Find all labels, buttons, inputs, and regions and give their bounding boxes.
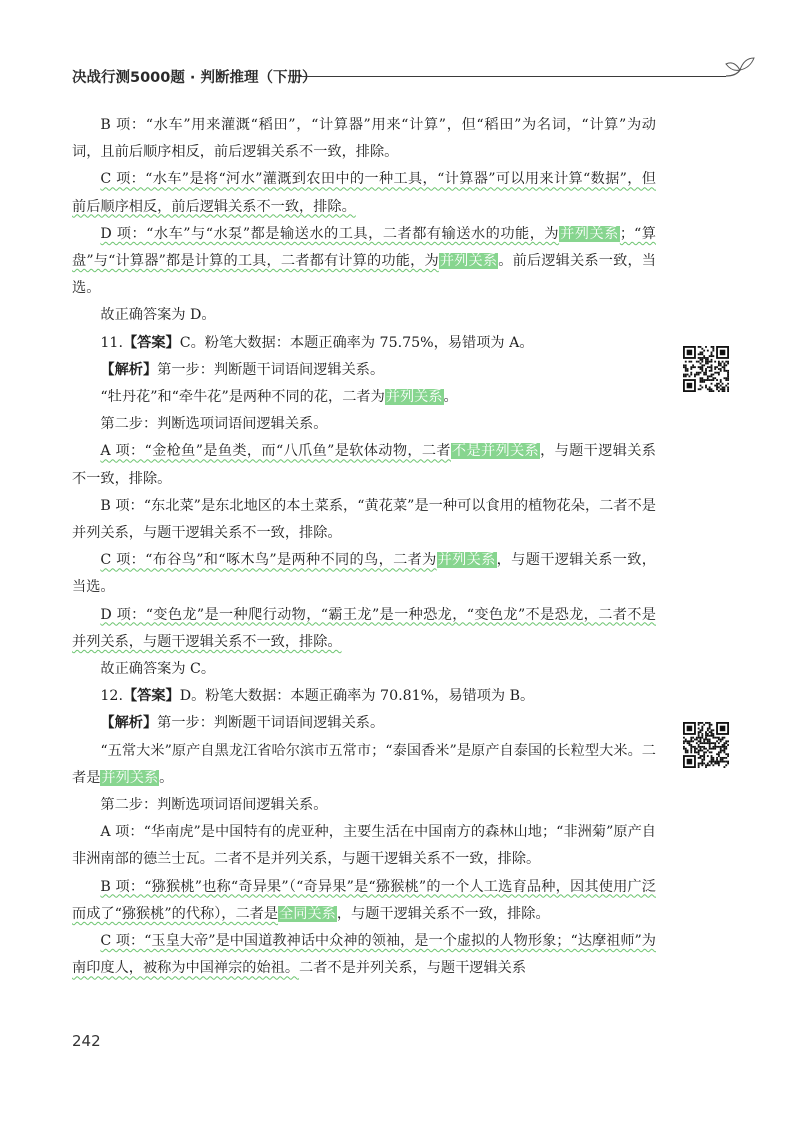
- paragraph: [72, 874, 656, 928]
- paragraph: [72, 928, 656, 982]
- text-run: 12.: [100, 688, 123, 705]
- underlined-text: D 项：“变色龙”是一种爬行动物，“霸王龙”是一种恐龙，“变色龙”不是恐龙，二者不是并列关系，与题干逻辑关系不一致，排除。: [72, 606, 656, 650]
- text-run: 第一步：判断题干词语间逻辑关系。: [157, 361, 385, 378]
- book-title: 决战行测5000题 · 判断推理（下册）: [72, 70, 317, 86]
- paragraph: [72, 656, 656, 683]
- text-run: “牡丹花”和“牵牛花”是两种不同的花，二者为: [100, 389, 385, 406]
- text-run: 第一步：判断题干词语间逻辑关系。: [157, 715, 385, 732]
- answer-explanation-body: [72, 112, 656, 983]
- underlined-text: ；“算盘”与“计算器”都是计算的工具，二者都有计算的功能，为: [72, 225, 656, 270]
- paragraph: [72, 547, 656, 601]
- underlined-text: D 项：“水车”与“水泵”都是输送水的工具，二者都有输送水的功能，为: [100, 225, 560, 242]
- underlined-text: C 项：“布谷鸟”和“啄木鸟”是两种不同的鸟，二者为: [100, 552, 437, 569]
- text-run: 故正确答案为 C。: [100, 661, 216, 678]
- text-run: 故正确答案为 D。: [100, 307, 216, 324]
- underlined-text: C 项：“水车”是将“河水”灌溉到农田中的一种工具，“计算器”可以用来计算“数据”，但前后顺序相反，前后逻辑关系不一致，排除。: [72, 171, 656, 215]
- page-header: [72, 62, 750, 92]
- paragraph: [72, 221, 656, 303]
- page-number: 242: [72, 1032, 101, 1050]
- text-run: D。粉笔大数据：本题正确率为 70.81%，易错项为 B。: [179, 688, 535, 705]
- text-run: 第二步：判断选项词语间逻辑关系。: [100, 797, 328, 814]
- paragraph: [72, 602, 656, 656]
- text-run: 第二步：判断选项词语间逻辑关系。: [100, 416, 328, 433]
- underlined-text: C 项：“玉皇大帝”是中国道教神话中众神的领袖，是一个虚拟的人物形象；“达摩祖师”为南印度人，被称为中国禅宗的始祖。: [72, 933, 656, 977]
- text-run: B 项：“东北菜”是东北地区的本土菜系，“黄花菜”是一种可以食用的植物花朵，二者不是并列关系，与题干逻辑关系不一致，排除。: [72, 497, 656, 542]
- highlighted-key-phrase: 并列关系: [439, 253, 498, 270]
- paragraph: [72, 302, 656, 329]
- text-run: ，与题干逻辑关系不一致，排除。: [72, 443, 656, 487]
- paragraph: [72, 438, 656, 492]
- paragraph: [72, 710, 656, 737]
- text-run: B 项：“水车”用来灌溉“稻田”，“计算器”用来“计算”，但“稻田”为名词，“计算”为动词，且前后顺序相反，前后逻辑关系不一致，排除。: [72, 117, 656, 161]
- paragraph: [72, 738, 656, 792]
- underlined-text: B 项：“猕猴桃”也称“奇异果”（“奇异果”是“猕猴桃”的一个人工选育品种，因其使用广泛而成了“猕猴桃”的代称），二者是: [72, 878, 656, 922]
- text-run: A 项：“华南虎”是中国特有的虎亚种，主要生活在中国南方的森林山地；“非洲菊”原产自非洲南部的德兰士瓦。二者不是并列关系，与题干逻辑关系不一致，排除。: [72, 824, 656, 868]
- text-run: 。前后逻辑关系一致，当选。: [72, 253, 656, 297]
- paragraph: [72, 493, 656, 547]
- paragraph: [72, 819, 656, 873]
- section-marker: 【答案】: [122, 688, 180, 705]
- paragraph: [72, 683, 656, 710]
- highlighted-key-phrase: 并列关系: [437, 552, 496, 569]
- qr-code-icon[interactable]: [683, 346, 729, 392]
- highlighted-key-phrase: 全同关系: [279, 905, 336, 922]
- highlighted-key-phrase: 并列关系: [560, 225, 619, 242]
- paragraph: [72, 330, 656, 357]
- paragraph: [72, 112, 656, 166]
- highlighted-key-phrase: 并列关系: [101, 769, 159, 786]
- underlined-text: A 项：“金枪鱼”是鱼类，而“八爪鱼”是软体动物，二者: [100, 443, 451, 460]
- text-run: 二者不是并列关系，与题干逻辑关系: [299, 960, 527, 977]
- paragraph: [72, 384, 656, 411]
- text-run: ，与题干逻辑关系不一致，排除。: [336, 905, 550, 922]
- paragraph: [72, 166, 656, 220]
- section-marker: 【答案】: [122, 334, 180, 351]
- highlighted-key-phrase: 不是并列关系: [451, 443, 540, 460]
- text-run: ，与题干逻辑关系一致，当选。: [72, 552, 656, 596]
- text-run: C。粉笔大数据：本题正确率为 75.75%，易错项为 A。: [179, 334, 534, 351]
- text-run: 。: [159, 769, 174, 786]
- section-marker: 【解析】: [100, 361, 158, 378]
- paragraph: [72, 357, 656, 384]
- sprout-icon: [722, 52, 758, 82]
- text-run: 11.: [100, 334, 123, 351]
- header-rule: [300, 76, 726, 77]
- qr-code-icon[interactable]: [683, 722, 729, 768]
- section-marker: 【解析】: [100, 715, 158, 732]
- highlighted-key-phrase: 并列关系: [385, 389, 443, 406]
- text-run: “五常大米”原产自黑龙江省哈尔滨市五常市；“泰国香米”是原产自泰国的长粒型大米。二者是: [72, 742, 656, 786]
- text-run: 。: [443, 389, 458, 406]
- paragraph: [72, 792, 656, 819]
- paragraph: [72, 411, 656, 438]
